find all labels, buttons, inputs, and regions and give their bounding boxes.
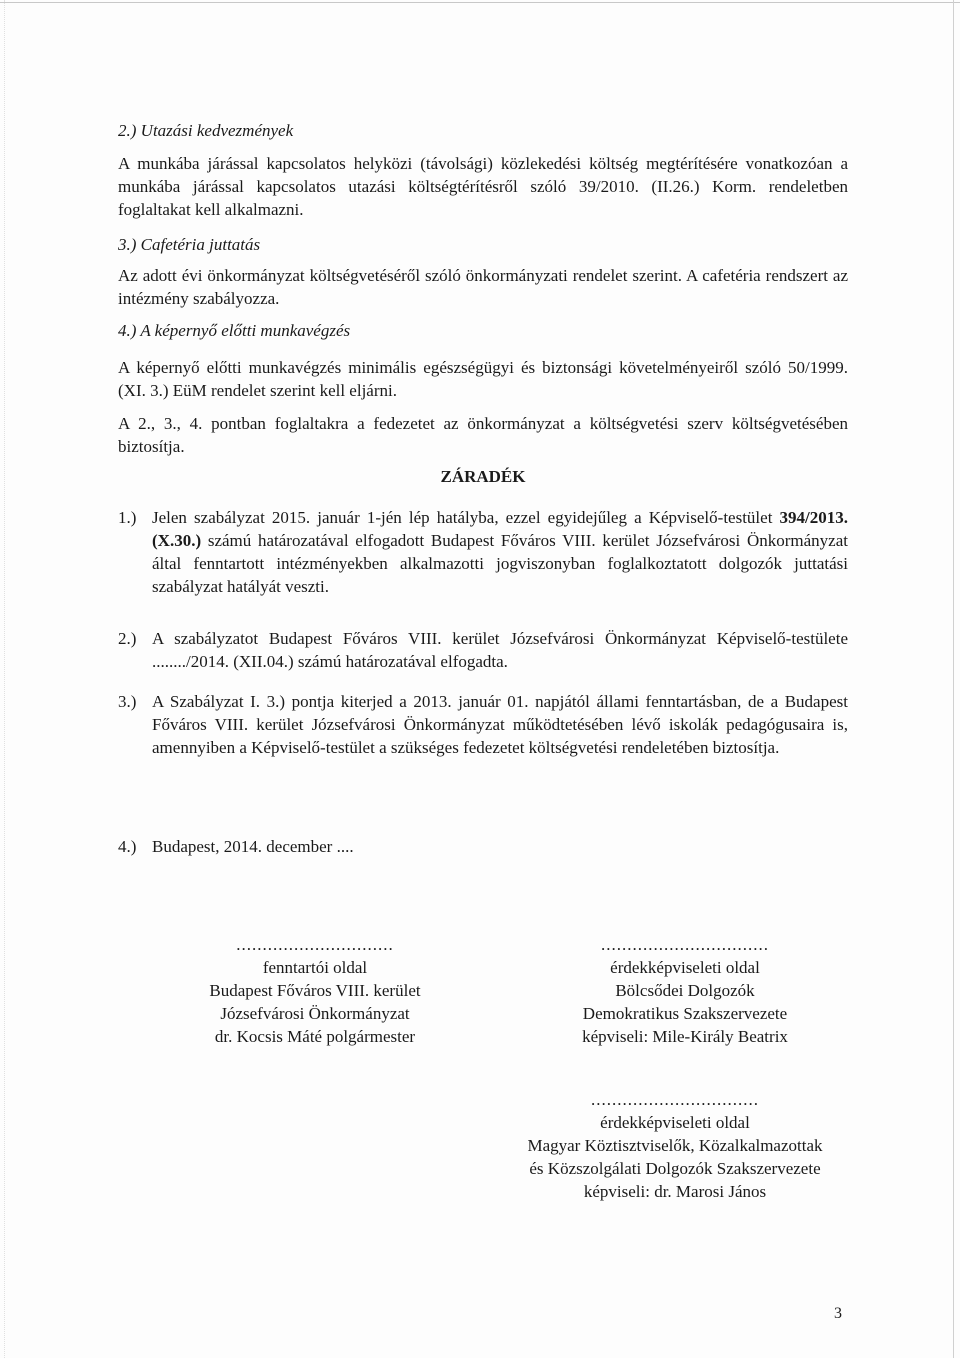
signature-text-line: képviseli: dr. Marosi János xyxy=(583,1182,767,1201)
signature-text-line: Bölcsődei Dolgozók xyxy=(615,981,755,1000)
section-3-text: Az adott évi önkormányzat költségvetéséről szóló önkormányzati rendelet szerint. A cafetéria rendszert az intézmény szabályozza. xyxy=(118,266,848,308)
signature-text-line: Demokratikus Szakszervezete xyxy=(582,1004,788,1023)
signature-block-right xyxy=(530,933,840,1048)
signature-text-line: dr. Kocsis Máté polgármester xyxy=(214,1027,416,1046)
zaradek-item-text: A szabályzatot Budapest Főváros VIII. kerület Józsefvárosi Önkormányzat Képviselő-testülete ......../2014. (XII.04.) számú határozatával elfogadta. xyxy=(152,629,848,671)
zaradek-item-number: 4.) xyxy=(118,837,137,856)
signature-text-line: és Közszolgálati Dolgozók Szakszervezete xyxy=(529,1159,821,1178)
scan-edge-top xyxy=(0,2,960,3)
zaradek-item-1 xyxy=(118,506,848,598)
zaradek-item-text: Budapest, 2014. december .... xyxy=(152,837,354,856)
signature-text-line: Budapest Főváros VIII. kerület xyxy=(209,981,421,1000)
signature-line: ................................ xyxy=(601,935,769,954)
zaradek-title: ZÁRADÉK xyxy=(440,467,526,486)
section-2-text: A munkába járással kapcsolatos helyközi (távolsági) közlekedési költség megtérítésére vonatkozóan a munkába járással kapcsolatos utazási költségtérítésről szóló 39/2010. (II.26.) Korm. rendeletben foglaltakat kell alkalmazni. xyxy=(118,154,848,219)
section-2-heading: 2.) Utazási kedvezmények xyxy=(118,121,294,140)
signature-block-left xyxy=(170,933,460,1048)
signature-text-line: Magyar Köztisztviselők, Közalkalmazottak xyxy=(527,1136,823,1155)
signature-text-line: érdekképviseleti oldal xyxy=(610,958,760,977)
section-3-heading: 3.) Cafetéria juttatás xyxy=(118,235,261,254)
signature-text-line: fenntartói oldal xyxy=(262,958,368,977)
zaradek-item-number: 1.) xyxy=(118,508,137,527)
section-4-heading: 4.) A képernyő előtti munkavégzés xyxy=(118,321,351,340)
funding-text: A 2., 3., 4. pontban foglaltakra a fedezetet az önkormányzat a költségvetési szerv költségvetésében biztosítja. xyxy=(118,414,848,456)
signature-block-bottom xyxy=(490,1088,860,1203)
signature-text-line: Józsefvárosi Önkormányzat xyxy=(220,1004,410,1023)
signature-line: .............................. xyxy=(236,935,394,954)
scan-edge-right xyxy=(953,0,954,1358)
zaradek-item-text: A Szabályzat I. 3.) pontja kiterjed a 2013. január 01. napjától állami fenntartásban, de a Budapest Főváros VIII. kerület Józsefvárosi Önkormányzat működtetésében lévő iskolák pedagógusaira is, amennyiben a Képviselő-testület a szükséges fedezetet költségvetési rendeletében biztosítja. xyxy=(152,692,848,757)
signature-line: ................................ xyxy=(591,1090,759,1109)
section-4-text: A képernyő előtti munkavégzés minimális egészségügyi és biztonsági követelményeiről szóló 50/1999. (XI. 3.) EüM rendelet szerint kell eljárni. xyxy=(118,358,848,400)
zaradek-item-text-part: Jelen szabályzat 2015. január 1-jén lép hatályba, ezzel egyidejűleg a Képviselő-testület xyxy=(152,508,780,527)
page-number: 3 xyxy=(834,1305,842,1322)
zaradek-item-text-part: számú határozatával elfogadott Budapest Főváros VIII. kerület Józsefvárosi Önkormányzat által fenntartott intézményekben alkalmazotti jogviszonyban foglalkoztatott dolgozók juttatási szabályzat hatályát veszti. xyxy=(152,531,848,596)
zaradek-item-4 xyxy=(118,835,848,858)
zaradek-item-2 xyxy=(118,627,848,673)
signature-text-line: képviseli: Mile-Király Beatrix xyxy=(582,1027,788,1046)
scan-edge-left xyxy=(4,0,5,1358)
resolution-number: 394/2013. (X.30.) xyxy=(152,508,848,550)
zaradek-item-text xyxy=(152,506,848,598)
signature-text-line: érdekképviseleti oldal xyxy=(600,1113,750,1132)
zaradek-item-3 xyxy=(118,690,848,759)
zaradek-item-number: 2.) xyxy=(118,629,137,648)
zaradek-item-number: 3.) xyxy=(118,692,137,711)
